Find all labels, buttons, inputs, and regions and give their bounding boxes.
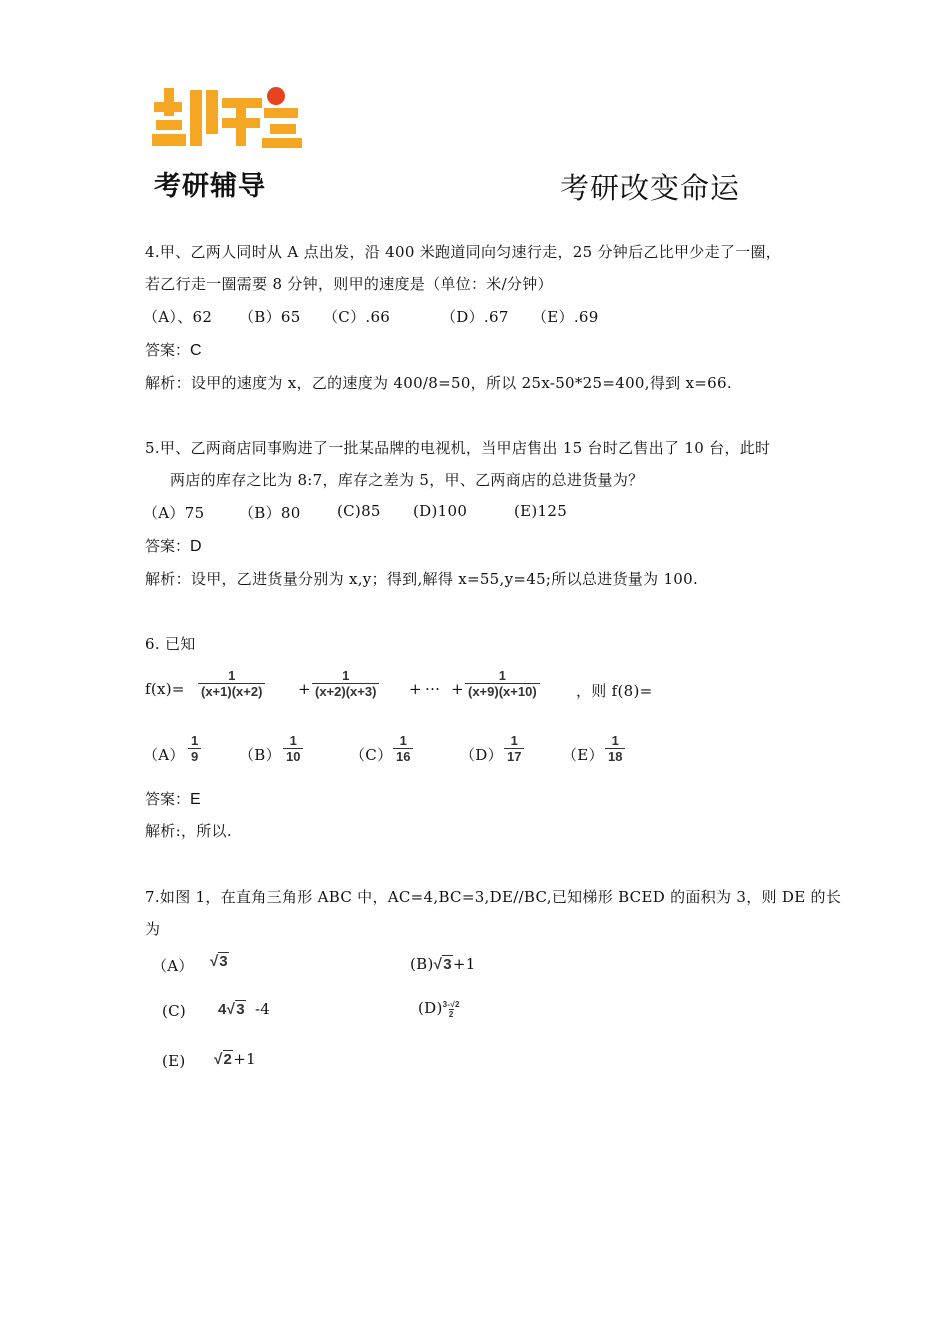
- q5-analysis: 解析：设甲，乙进货量分别为 x,y；得到,解得 x=55,y=45;所以总进货量为 100.: [145, 570, 699, 588]
- answer-value: D: [190, 538, 202, 555]
- plus-sign: +: [298, 680, 311, 698]
- sqrt-icon: √: [226, 1001, 236, 1018]
- q7-option-d-label: (D): [418, 999, 443, 1017]
- slogan: 考研改变命运: [560, 171, 741, 205]
- q5-option-e: (E)125: [514, 502, 568, 520]
- fraction-numerator: 1: [611, 733, 619, 748]
- q6-option-a-label: （A）: [143, 746, 185, 764]
- q4-line2: 若乙行走一圈需要 8 分钟，则甲的速度是（单位：米/分钟）: [145, 275, 553, 293]
- q6-option-c-fraction: [393, 733, 413, 764]
- q7-option-a-sqrt: [210, 953, 229, 970]
- q5-answer: [145, 535, 202, 556]
- fraction-denominator: 10: [283, 748, 303, 764]
- fraction-denominator: (x+2)(x+3): [312, 683, 379, 699]
- q4-answer: [145, 339, 202, 360]
- fraction-numerator: 1: [191, 733, 199, 748]
- q6-option-a-fraction: [188, 733, 201, 764]
- q4-option-e: （E）.69: [532, 308, 599, 326]
- q7-line1: 7.如图 1，在直角三角形 ABC 中，AC=4,BC=3,DE//BC,已知梯形 BCED 的面积为 3，则 DE 的长: [145, 888, 842, 906]
- q7-option-e: [214, 1050, 256, 1068]
- sqrt-icon: √: [433, 956, 443, 973]
- q4-option-c: （C）.66: [323, 308, 391, 326]
- q4-analysis: 解析：设甲的速度为 x，乙的速度为 400/8=50，所以 25x-50*25=400,得到 x=66.: [145, 374, 732, 392]
- ellipsis: ···: [425, 680, 441, 698]
- fraction-denominator: 2: [448, 1009, 454, 1019]
- q4-option-a: （A）、62: [143, 308, 213, 326]
- answer-value: E: [190, 791, 201, 808]
- q7-option-c-tail: -4: [254, 1000, 271, 1018]
- sqrt-icon: √: [210, 953, 219, 970]
- q6-answer: [145, 788, 201, 809]
- q5-line2: 两店的库存之比为 8:7，库存之差为 5，甲、乙两商店的总进货量为？: [170, 471, 644, 489]
- q6-term1: [198, 668, 265, 699]
- fraction-denominator: 18: [605, 748, 625, 764]
- fraction-numerator: 1: [289, 733, 297, 748]
- q6-option-d-label: （D）: [460, 746, 503, 764]
- q4-line1: 4.甲、乙两人同时从 A 点出发，沿 400 米跑道同向匀速行走，25 分钟后乙比甲少走了一圈，: [145, 243, 782, 261]
- radicand: 2: [223, 1051, 233, 1068]
- q7-option-b-label: (B): [410, 955, 434, 973]
- q4-option-b: （B）65: [239, 308, 301, 326]
- q6-term2: [312, 668, 379, 699]
- q7-option-c-sqrt: [227, 1000, 246, 1018]
- logo-subtitle: 考研辅导: [154, 171, 266, 202]
- q5-option-d: (D)100: [413, 502, 468, 520]
- q7-line2: 为: [145, 920, 161, 938]
- answer-label: 答案：: [145, 790, 191, 808]
- fraction-numerator: 1: [228, 668, 236, 683]
- q7-option-e-sqrt: [214, 1050, 233, 1068]
- fraction-numerator: 3-√2: [442, 999, 460, 1009]
- answer-label: 答案：: [145, 341, 191, 359]
- fraction-denominator: 17: [504, 748, 524, 764]
- answer-value: C: [190, 342, 202, 359]
- q6-tail: ，则 f(8)=: [576, 682, 653, 700]
- radicand: 3: [443, 956, 452, 973]
- q7-option-a-label: （A）: [152, 957, 194, 975]
- q6-fx-label: f(x)=: [145, 680, 185, 698]
- fraction-denominator: (x+9)(x+10): [465, 683, 540, 699]
- fraction-denominator: (x+1)(x+2): [198, 683, 265, 699]
- q6-analysis: 解析:，所以.: [145, 822, 232, 840]
- answer-label: 答案：: [145, 537, 191, 555]
- radicand: 3: [219, 953, 228, 970]
- q5-line1: 5.甲、乙两商店同事购进了一批某品牌的电视机，当甲店售出 15 台时乙售出了 10 台，此时: [145, 439, 771, 457]
- q6-option-b-label: （B）: [239, 746, 281, 764]
- q7-option-e-tail: +1: [233, 1050, 256, 1068]
- plus-sign: +: [409, 680, 422, 698]
- q5-option-c: (C)85: [337, 502, 381, 520]
- fraction-numerator: 1: [498, 668, 506, 683]
- q5-option-a: （A）75: [143, 504, 205, 522]
- q6-option-b-fraction: [283, 733, 303, 764]
- q7-option-d-fraction: [443, 1000, 460, 1019]
- q7-option-e-label: (E): [162, 1052, 186, 1070]
- q7-option-b-sqrt: [434, 955, 453, 973]
- q7-option-c: [218, 1000, 270, 1018]
- fraction-denominator: 16: [393, 748, 413, 764]
- q6-option-e-fraction: [605, 733, 625, 764]
- q7-option-c-label: (C): [162, 1002, 187, 1020]
- q6-option-e-label: （E）: [562, 746, 604, 764]
- q6-intro: 6. 已知: [145, 635, 196, 653]
- q5-option-b: （B）80: [239, 504, 301, 522]
- logo-mark: [148, 80, 308, 160]
- fraction-numerator: 1: [399, 733, 407, 748]
- q6-term3: [465, 668, 540, 699]
- plus-sign: +: [451, 680, 464, 698]
- q4-option-d: （D）.67: [441, 308, 509, 326]
- sqrt-icon: √: [214, 1051, 223, 1068]
- q7-option-d: [418, 999, 460, 1019]
- fraction-numerator: 1: [342, 668, 350, 683]
- fraction-numerator: 1: [510, 733, 518, 748]
- q7-option-c-coef: 4: [218, 1001, 227, 1018]
- radicand: 3: [236, 1001, 245, 1018]
- q7-option-b: [410, 955, 476, 973]
- q6-option-c-label: （C）: [350, 746, 393, 764]
- q6-option-d-fraction: [504, 733, 524, 764]
- q7-option-b-tail: +1: [452, 955, 476, 973]
- logo: [148, 80, 308, 202]
- fraction-denominator: 9: [188, 748, 201, 764]
